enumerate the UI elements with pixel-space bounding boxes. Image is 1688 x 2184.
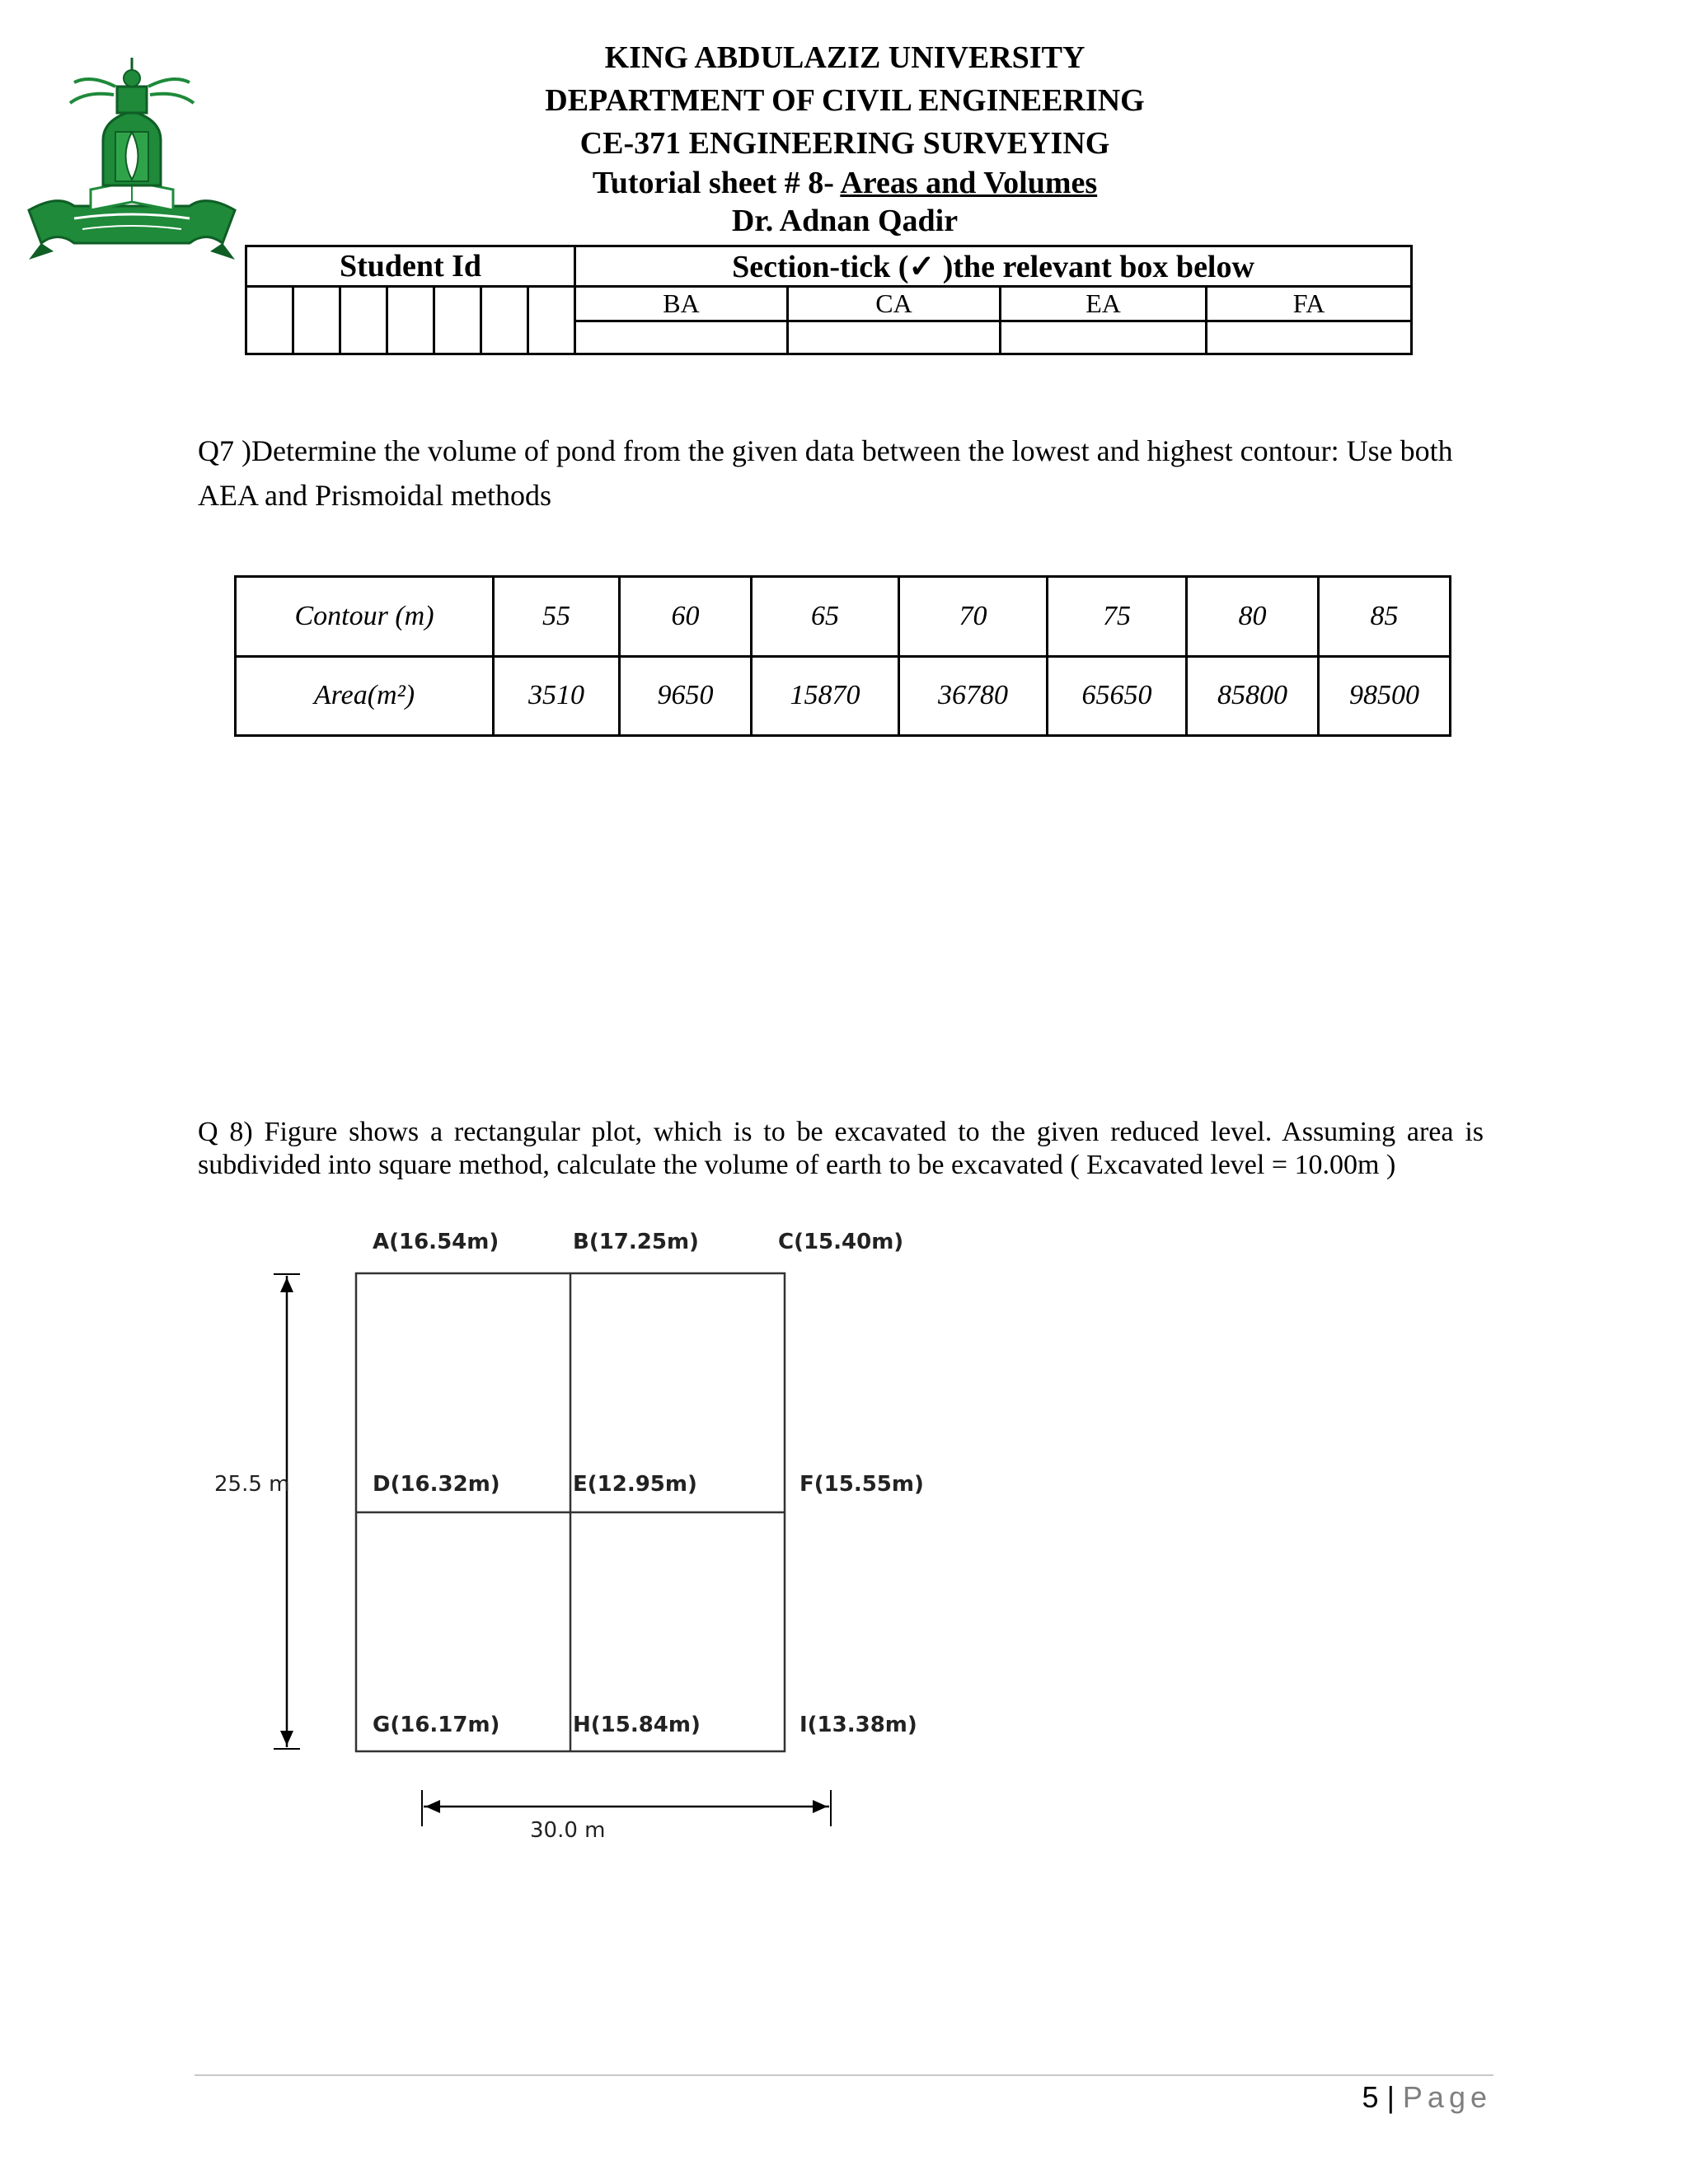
point-label-i: I(13.38m) bbox=[799, 1713, 917, 1737]
area-cell: 15870 bbox=[752, 656, 899, 736]
page-number-separator: | bbox=[1378, 2080, 1403, 2114]
tutorial-topic: Areas and Volumes bbox=[840, 166, 1098, 200]
point-label-a: A(16.54m) bbox=[373, 1230, 499, 1254]
contour-cell: 55 bbox=[494, 577, 620, 657]
student-id-box[interactable] bbox=[293, 287, 340, 354]
footer-rule bbox=[195, 2074, 1493, 2076]
width-dimension-label: 30.0 m bbox=[530, 1818, 606, 1843]
student-id-header: Student Id bbox=[246, 246, 575, 287]
contour-row bbox=[236, 577, 1451, 657]
section-label-ca: CA bbox=[788, 287, 1001, 321]
student-id-box[interactable] bbox=[528, 287, 575, 354]
tutorial-title bbox=[412, 165, 1278, 201]
university-name: KING ABDULAZIZ UNIVERSITY bbox=[604, 40, 1085, 75]
department-name: DEPARTMENT OF CIVIL ENGINEERING bbox=[545, 83, 1145, 118]
contour-cell: 70 bbox=[899, 577, 1048, 657]
area-cell: 85800 bbox=[1187, 656, 1319, 736]
contour-area-table bbox=[234, 575, 1451, 737]
student-id-box[interactable] bbox=[340, 287, 387, 354]
contour-row-label: Contour (m) bbox=[236, 577, 494, 657]
point-label-c: C(15.40m) bbox=[778, 1230, 904, 1254]
point-label-f: F(15.55m) bbox=[799, 1472, 924, 1497]
contour-cell: 75 bbox=[1048, 577, 1187, 657]
course-title: CE-371 ENGINEERING SURVEYING bbox=[579, 126, 1110, 161]
point-label-g: G(16.17m) bbox=[373, 1713, 500, 1737]
student-section-table bbox=[245, 245, 1413, 355]
instructor-name: Dr. Adnan Qadir bbox=[731, 204, 959, 238]
area-cell: 36780 bbox=[899, 656, 1048, 736]
student-id-box[interactable] bbox=[481, 287, 528, 354]
section-tick-box-ca[interactable] bbox=[788, 321, 1001, 354]
section-tick-box-ba[interactable] bbox=[575, 321, 788, 354]
contour-cell: 65 bbox=[752, 577, 899, 657]
q7-line-1: Q7 )Determine the volume of pond from the given data between the lowest and highest contour: Use both bbox=[198, 434, 1453, 467]
arrowhead-up-icon bbox=[280, 1277, 293, 1292]
q7-line-2: AEA and Prismoidal methods bbox=[198, 479, 551, 512]
section-label-ea: EA bbox=[1001, 287, 1207, 321]
area-row bbox=[236, 656, 1451, 736]
height-dimension-label: 25.5 m bbox=[214, 1472, 290, 1497]
arrowhead-down-icon bbox=[280, 1731, 293, 1746]
student-id-box[interactable] bbox=[434, 287, 481, 354]
contour-cell: 80 bbox=[1187, 577, 1319, 657]
area-cell: 9650 bbox=[620, 656, 752, 736]
page-number bbox=[1335, 2077, 1492, 2118]
section-header: Section-tick (✓ )the relevant box below bbox=[575, 246, 1412, 287]
section-tick-box-fa[interactable] bbox=[1207, 321, 1412, 354]
page-number-value: 5 bbox=[1362, 2080, 1379, 2114]
area-cell: 65650 bbox=[1048, 656, 1187, 736]
contour-cell: 60 bbox=[620, 577, 752, 657]
tutorial-prefix: Tutorial sheet # 8- bbox=[592, 166, 841, 200]
arrowhead-right-icon bbox=[813, 1800, 828, 1813]
area-cell: 3510 bbox=[494, 656, 620, 736]
university-logo bbox=[25, 41, 239, 280]
area-row-label: Area(m²) bbox=[236, 656, 494, 736]
arrowhead-left-icon bbox=[425, 1800, 440, 1813]
q8-question: Q 8) Figure shows a rectangular plot, which is to be excavated to the given reduced level. Assuming area is subdivided into square method, calculate the volume of earth to be excavated ( Excavated level = 10.00m ) bbox=[198, 1117, 1484, 1180]
student-id-box[interactable] bbox=[387, 287, 434, 354]
section-label-fa: FA bbox=[1207, 287, 1412, 321]
point-label-b: B(17.25m) bbox=[573, 1230, 699, 1254]
section-label-ba: BA bbox=[575, 287, 788, 321]
point-label-h: H(15.84m) bbox=[573, 1713, 701, 1737]
point-label-d: D(16.32m) bbox=[373, 1472, 500, 1497]
contour-cell: 85 bbox=[1319, 577, 1451, 657]
point-label-e: E(12.95m) bbox=[573, 1472, 697, 1497]
section-tick-box-ea[interactable] bbox=[1001, 321, 1207, 354]
student-id-box[interactable] bbox=[246, 287, 293, 354]
plot-grid-figure bbox=[198, 1253, 940, 1879]
page-word: Page bbox=[1402, 2080, 1492, 2114]
area-cell: 98500 bbox=[1319, 656, 1451, 736]
